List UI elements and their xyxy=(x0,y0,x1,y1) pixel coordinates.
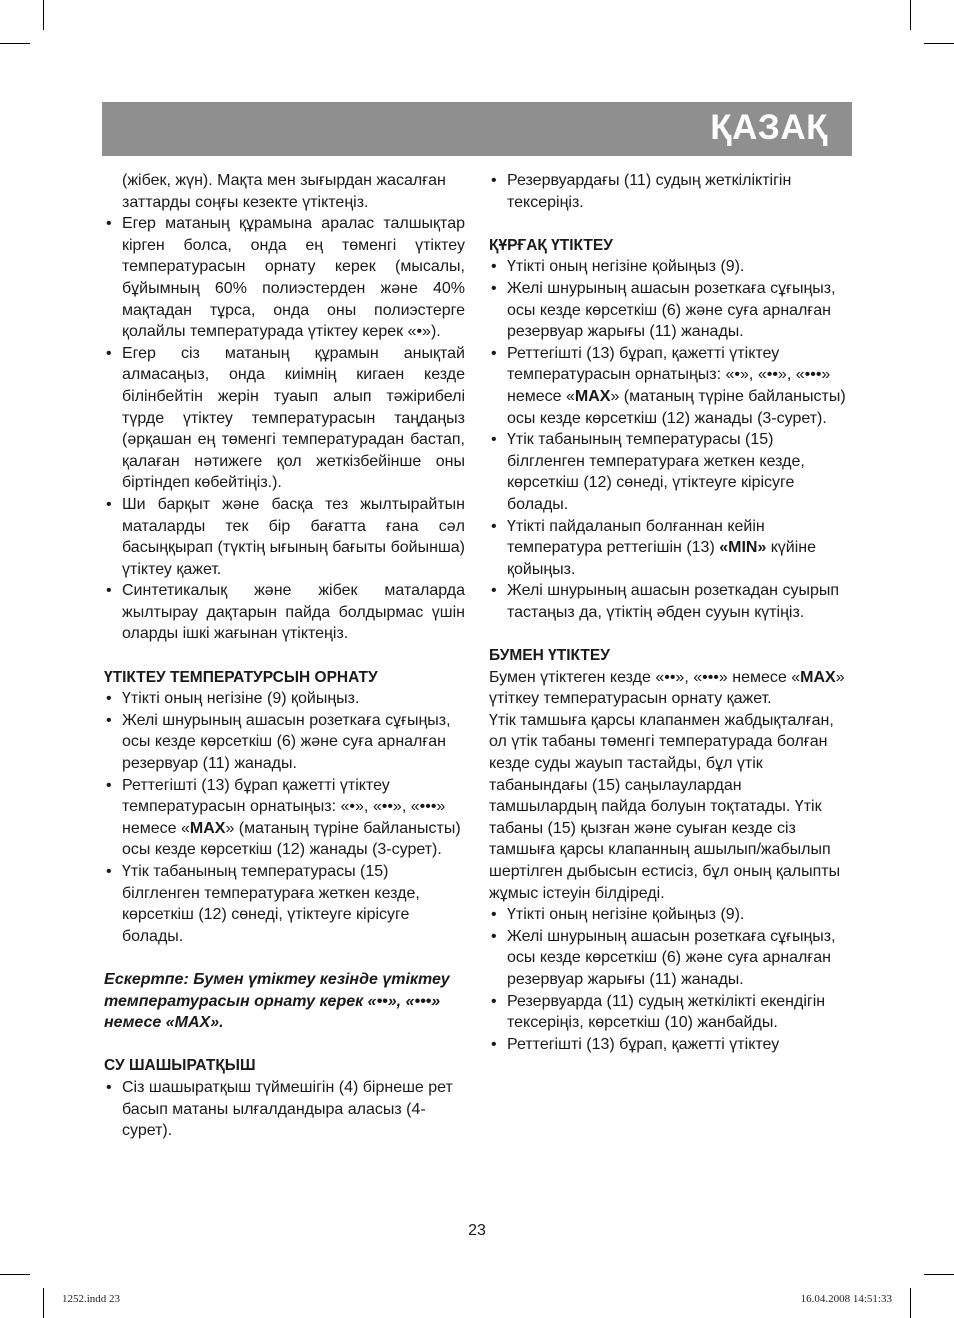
left-column xyxy=(104,170,465,1142)
list-item: • Егер сіз матаның құрамын анықтай алмасаңыз, онда киімнің кигаен кезде білінбейтін жерін туаып алып тәжірибелі түрде үтіктеу температурасын таңдаңыз (әрқашан ең төменгі температурадан бастап, қалаған нәтижеге қол жеткізбейінше оны біртіндеп көбейтіңіз.). xyxy=(104,343,465,494)
language-header-bar xyxy=(102,102,852,156)
list-item: • Резервуардағы (11) судың жеткіліктігін тексеріңіз. xyxy=(489,170,851,213)
list-item: • Синтетикалық және жібек маталарда жылтырау дақтарын пайда болдырмас үшін оларды ішкі жағынан үтіктеңіз. xyxy=(104,580,465,645)
list-item xyxy=(489,343,851,429)
text-segment: » (матаның түріне байланысты) осы кезде көрсеткіш (12) жанады (3-сурет). xyxy=(122,819,461,859)
list-item xyxy=(104,775,465,861)
crop-mark xyxy=(0,1274,30,1275)
max-label: MAX xyxy=(800,668,836,686)
text-segment: Реттегішті (13) бұрап, қажетті үтіктеу температурасын орнатыңыз: «•», «••», «•••» немесе « xyxy=(507,344,831,405)
list-item: • Сіз шашыратқыш түймешігін (4) бірнеше рет басып матаны ылғалдандыра аласыз (4-сурет). xyxy=(104,1077,465,1142)
crop-mark xyxy=(0,43,30,44)
list-item: • Үтікті оның негізіне қойыңыз (9). xyxy=(489,256,851,278)
intro-paragraph: (жібек, жүн). Мақта мен зығырдан жасалған заттарды соңғы кезекте үтіктеңіз. xyxy=(122,172,446,211)
temperature-steps-list xyxy=(104,688,465,947)
crop-mark xyxy=(924,43,954,44)
max-label: MAX xyxy=(189,819,226,837)
steam-ironing-list xyxy=(489,904,851,1055)
crop-mark xyxy=(910,0,911,30)
slug-timestamp: 16.04.2008 14:51:33 xyxy=(800,1293,892,1305)
list-item: • Желі шнурының ашасын розеткаға сұғыңыз, осы кезде көрсеткіш (6) және суға арналған резервуар жарығы (11) жанады. xyxy=(489,278,851,343)
section-heading-temperature: ҮТІКТЕУ ТЕМПЕРАТУРСЫН ОРНАТУ xyxy=(104,668,378,686)
anti-drip-paragraph: Үтік тамшыға қарсы клапанмен жабдықталған, ол үтік табаны төменгі температурада болған кезде суды жауып тастайды, бұл үтік табанындағы (15) саңылаулардан тамшылардың пайда болуын тоқтатады. Үтік табаны (15) қызған және суыған кезде сіз тамшыға қарсы клапанның ашылып/жабылып шертілген дыбысын естисіз, бұл оның қалыпты жұмыс істеуін білдіреді. xyxy=(489,711,841,902)
fabric-tips-list xyxy=(104,213,465,645)
list-item: • Үтік табанының температурасы (15) білгленген температураға жеткен кезде, көрсеткіш (12) сөнеді, үтіктеуге кірісуге болады. xyxy=(104,861,465,947)
list-item: • Үтікті оның негізіне қойыңыз (9). xyxy=(489,904,851,926)
section-heading-steam-ironing: БУМЕН ҮТІКТЕУ xyxy=(489,647,610,665)
steam-paragraph xyxy=(489,667,851,710)
slug-filename: 1252.indd 23 xyxy=(62,1293,121,1305)
text-segment: күйіне қойыңыз. xyxy=(507,539,817,578)
crop-mark xyxy=(910,1288,911,1318)
list-item: • Ши барқыт және басқа тез жылтырайтын маталарды тек бір бағатта ғана сәл басыңқырап (түктің ығының бағыты бойынша) үтіктеу қажет. xyxy=(104,494,465,580)
section-heading-spray: СУ ШАШЫРАТҚЫШ xyxy=(104,1057,256,1075)
section-heading-dry-ironing: ҚҰРҒАҚ ҮТІКТЕУ xyxy=(489,236,613,254)
text-segment: Үтікті пайдаланып болғаннан кейін температура реттегішін (13) xyxy=(507,517,765,557)
list-item: • Желі шнурының ашасын розеткадан суырып тастаңыз да, үтіктің әбден сууын күтіңіз. xyxy=(489,580,851,623)
list-item: • Резервуарда (11) судың жеткілікті екендігін тексеріңіз, көрсеткіш (10) жанбайды. xyxy=(489,991,851,1034)
list-item: • Желі шнурының ашасын розеткаға сұғыңыз, осы кезде көрсеткіш (6) және суға арналған резервуар жарығы (11) жанады. xyxy=(489,926,851,991)
list-item: • Желі шнурының ашасын розеткаға сұғыңыз, осы кезде көрсеткіш (6) және суға арналған резервуар (11) жанады. xyxy=(104,710,465,775)
language-title: ҚАЗАҚ xyxy=(710,108,828,147)
crop-mark xyxy=(43,1288,44,1318)
list-item: • Реттегішті (13) бұрап, қажетті үтіктеу xyxy=(489,1034,851,1056)
page-number: 23 xyxy=(468,1222,486,1239)
text-segment: Бумен үтіктеген кезде «••», «•••» немесе « xyxy=(489,668,801,686)
crop-mark xyxy=(924,1274,954,1275)
min-label: «MIN» xyxy=(719,539,767,557)
water-check-list xyxy=(489,170,851,213)
text-segment: » үтіткеу температурасын орнату қажет. xyxy=(489,668,845,708)
spray-list xyxy=(104,1077,465,1142)
list-item: • Егер матаның құрамына аралас талшықтар кірген болса, онда ең төменгі үтіктеу температурасын орнату керек (мысалы, бұйымның 60% полиэстерден және 40% мақтадан тұрса, онда оны полиэстерге қолайлы температурада үтіктеу керек «•»). xyxy=(104,213,465,343)
list-item: • Үтік табанының температурасы (15) білгленген температураға жеткен кезде, көрсеткіш (12) сөнеді, үтіктеуге кірісуге болады. xyxy=(489,429,851,515)
text-segment: Реттегішті (13) бұрап қажетті үтіктеу температурасын орнатыңыз: «•», «••», «•••» немесе « xyxy=(122,776,446,837)
right-column xyxy=(489,170,851,1055)
note-text: Ескертпе: Бумен үтіктеу кезінде үтіктеу температурасын орнату керек «••», «•••» немесе «MAX». xyxy=(104,970,450,1032)
text-segment: » (матаның түріне байланысты) осы кезде көрсеткіш (12) жанады (3-сурет). xyxy=(507,387,846,427)
crop-mark xyxy=(43,0,44,30)
max-label: MAX xyxy=(574,387,611,405)
list-item: • Үтікті оның негізіне (9) қойыңыз. xyxy=(104,688,465,710)
dry-ironing-list xyxy=(489,256,851,623)
list-item xyxy=(489,516,851,581)
